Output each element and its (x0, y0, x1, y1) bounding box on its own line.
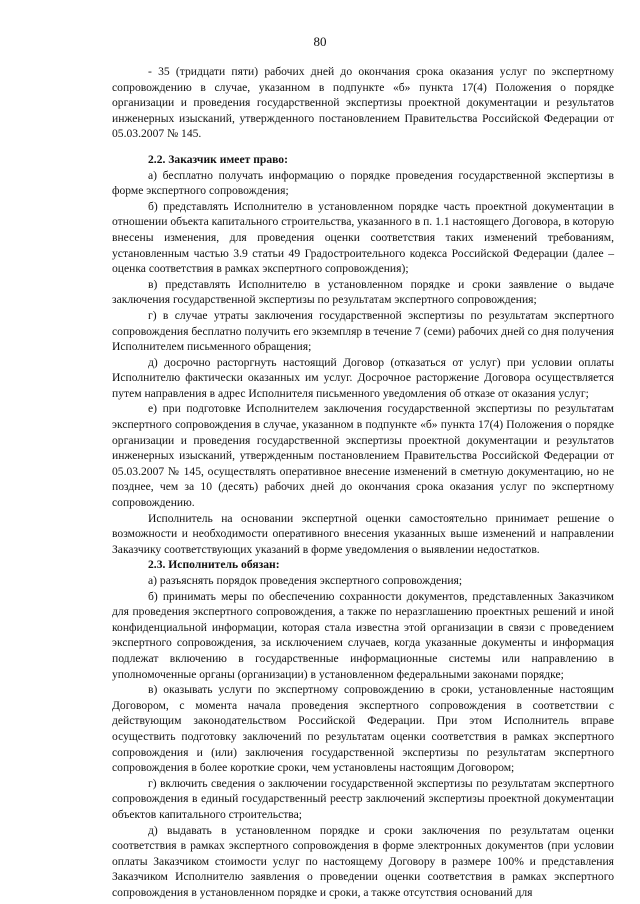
paragraph-2-2-e: е) при подготовке Исполнителем заключения государственной экспертизы по результатам экспертного сопровождения в случае, указанном в подпункте «б» пункта 17(4) Положения о порядке организации и проведения государственной экспертизы проектной документации и результатов инженерных изысканий, утвержденным постановлением Правительства Российской Федерации от 05.03.2007 № 145, осуществлять оперативное внесение изменений в сметную документацию, но не позднее, чем за 10 (десять) рабочих дней до окончания срока оказания услуг по экспертному сопровождению. (112, 402, 614, 510)
paragraph-2-3-b: б) принимать меры по обеспечению сохранности документов, представленных Заказчиком для проведения экспертного сопровождения, а также по неразглашению проектных решений и иной конфиденциальной информации, которая стала известна этой организации в связи с проведением экспертного сопровождения, за исключением случаев, когда указанные документы и информация подлежат включению в государственные информационные системы или направлению в уполномоченные органы (организации) в установленном федеральными законами порядке; (112, 589, 614, 681)
paragraph-2-3-a: а) разъяснять порядок проведения экспертного сопровождения; (148, 574, 463, 587)
paragraph-2-2-v: в) представлять Исполнителю в установленном порядке и сроки заявление о выдаче заключения государственной экспертизы по результатам экспертного сопровождения; (112, 277, 614, 307)
paragraph-2-2-g: г) в случае утраты заключения государственной экспертизы по результатам экспертного сопровождения бесплатно получить его экземпляр в течение 7 (семи) рабочих дней со дня получения Исполнителем письменного обращения; (112, 308, 614, 354)
document-body (112, 64, 614, 900)
paragraph-2-3-v: в) оказывать услуги по экспертному сопровождению в сроки, установленные настоящим Договором, с момента начала проведения экспертного сопровождения в соответствии с действующим законодательством Российской Федерации. При этом Исполнитель вправе осуществить подготовку заключений по результатам оценки соответствия в рамках экспертного сопровождения и (или) заключения государственной экспертизы по результатам экспертного сопровождения в более короткие сроки, чем установлены настоящим Договором; (112, 683, 614, 775)
paragraph-2-2-a: а) бесплатно получать информацию о порядке проведения государственной экспертизы в форме экспертного сопровождения; (112, 168, 614, 198)
paragraph-2-3-g: г) включить сведения о заключении государственной экспертизы по результатам экспертного сопровождения в единый государственный реестр заключений экспертизы проектной документации объектов капитального строительства; (112, 776, 614, 821)
section-heading-2-3: 2.3. Исполнитель обязан: (148, 558, 280, 572)
section-heading-2-2: 2.2. Заказчик имеет право: (148, 152, 288, 166)
paragraph-2-2-d: д) досрочно расторгнуть настоящий Договор (отказаться от услуг) при условии оплаты Исполнителю фактически оказанных им услуг. Досрочное расторжение Договора осуществляется путем направления в адрес Исполнителя письменного уведомления об отказе от оказания услуг; (112, 355, 614, 400)
paragraph-deadline-35-days: - 35 (тридцати пяти) рабочих дней до окончания срока оказания услуг по экспертному сопровождению в случае, указанном в подпункте «б» пункта 17(4) Положения о порядке организации и проведения государственной экспертизы проектной документации и результатов инженерных изысканий, утвержденного постановлением Правительства Российской Федерации от 05.03.2007 № 145. (112, 65, 614, 141)
paragraph-2-2-b: б) представлять Исполнителю в установленном порядке часть проектной документации в отношении объекта капитального строительства, указанного в п. 1.1 настоящего Договора, в которую внесены изменения, для проведения оценки соответствия таких изменений требованиям, установленным частью 3.9 статьи 49 Градостроительного кодекса Российской Федерации (далее – оценка соответствия в рамках экспертного сопровождения); (112, 199, 614, 276)
paragraph-executor-decision: Исполнитель на основании экспертной оценки самостоятельно принимает решение о возможности и необходимости оперативного внесения указанных выше изменений и направлении Заказчику соответствующих указаний в форме уведомления о выявлении недостатков. (112, 511, 614, 556)
paragraph-2-3-d: д) выдавать в установленном порядке и сроки заключения по результатам оценки соответствия в рамках экспертного сопровождения в форме электронных документов (при условии оплаты Заказчиком стоимости услуг по настоящему Договору в размере 100% и представления Заказчиком Исполнителю заявления о проведении оценки соответствия в рамках экспертного сопровождения в установленном порядке и сроки, а также отсутствия оснований для (112, 823, 614, 899)
page-number: 80 (313, 34, 327, 49)
